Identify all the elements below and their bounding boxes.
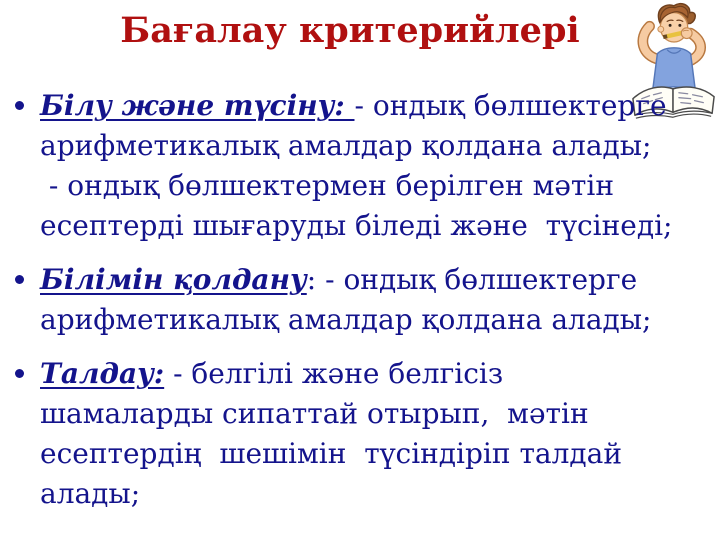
bullet-item-applying-knowledge xyxy=(0,260,720,340)
bullet-item-knowing-understanding xyxy=(0,86,720,246)
bullet-line: арифметикалық амалдар қолдана алады; xyxy=(40,129,652,162)
bullet-text: - ондық бөлшектерге xyxy=(354,89,667,122)
bullet-text: : - ондық бөлшектерге xyxy=(306,263,638,296)
bullet-line: - ондық бөлшектермен берілген мәтін xyxy=(40,169,615,202)
bullet-heading: Білімін қолдану xyxy=(40,263,307,296)
bullet-line: шамаларды сипаттай отырып, мәтін xyxy=(40,397,589,430)
bullet-item-analysis xyxy=(0,354,720,514)
bullet-line: алады; xyxy=(40,477,141,510)
bullet-first-line xyxy=(40,86,720,126)
bullet-first-line xyxy=(40,354,720,394)
bullet-dot-icon xyxy=(15,369,24,378)
bullet-line: арифметикалық амалдар қолдана алады; xyxy=(40,303,652,336)
bullet-line: есептерді шығаруды біледі және түсінеді; xyxy=(40,209,673,242)
bullet-dot-icon xyxy=(15,101,24,110)
slide-title: Бағалау критерийлері xyxy=(120,10,580,51)
bullet-heading: Білу және түсіну: xyxy=(40,89,355,122)
bullet-line: есептердің шешімін түсіндіріп талдай xyxy=(40,437,623,470)
bullet-heading: Талдау: xyxy=(40,357,165,390)
bullet-dot-icon xyxy=(15,275,24,284)
bullet-first-line xyxy=(40,260,720,300)
slide-body xyxy=(0,86,720,514)
bullet-text: - белгілі және белгісіз xyxy=(164,357,504,390)
